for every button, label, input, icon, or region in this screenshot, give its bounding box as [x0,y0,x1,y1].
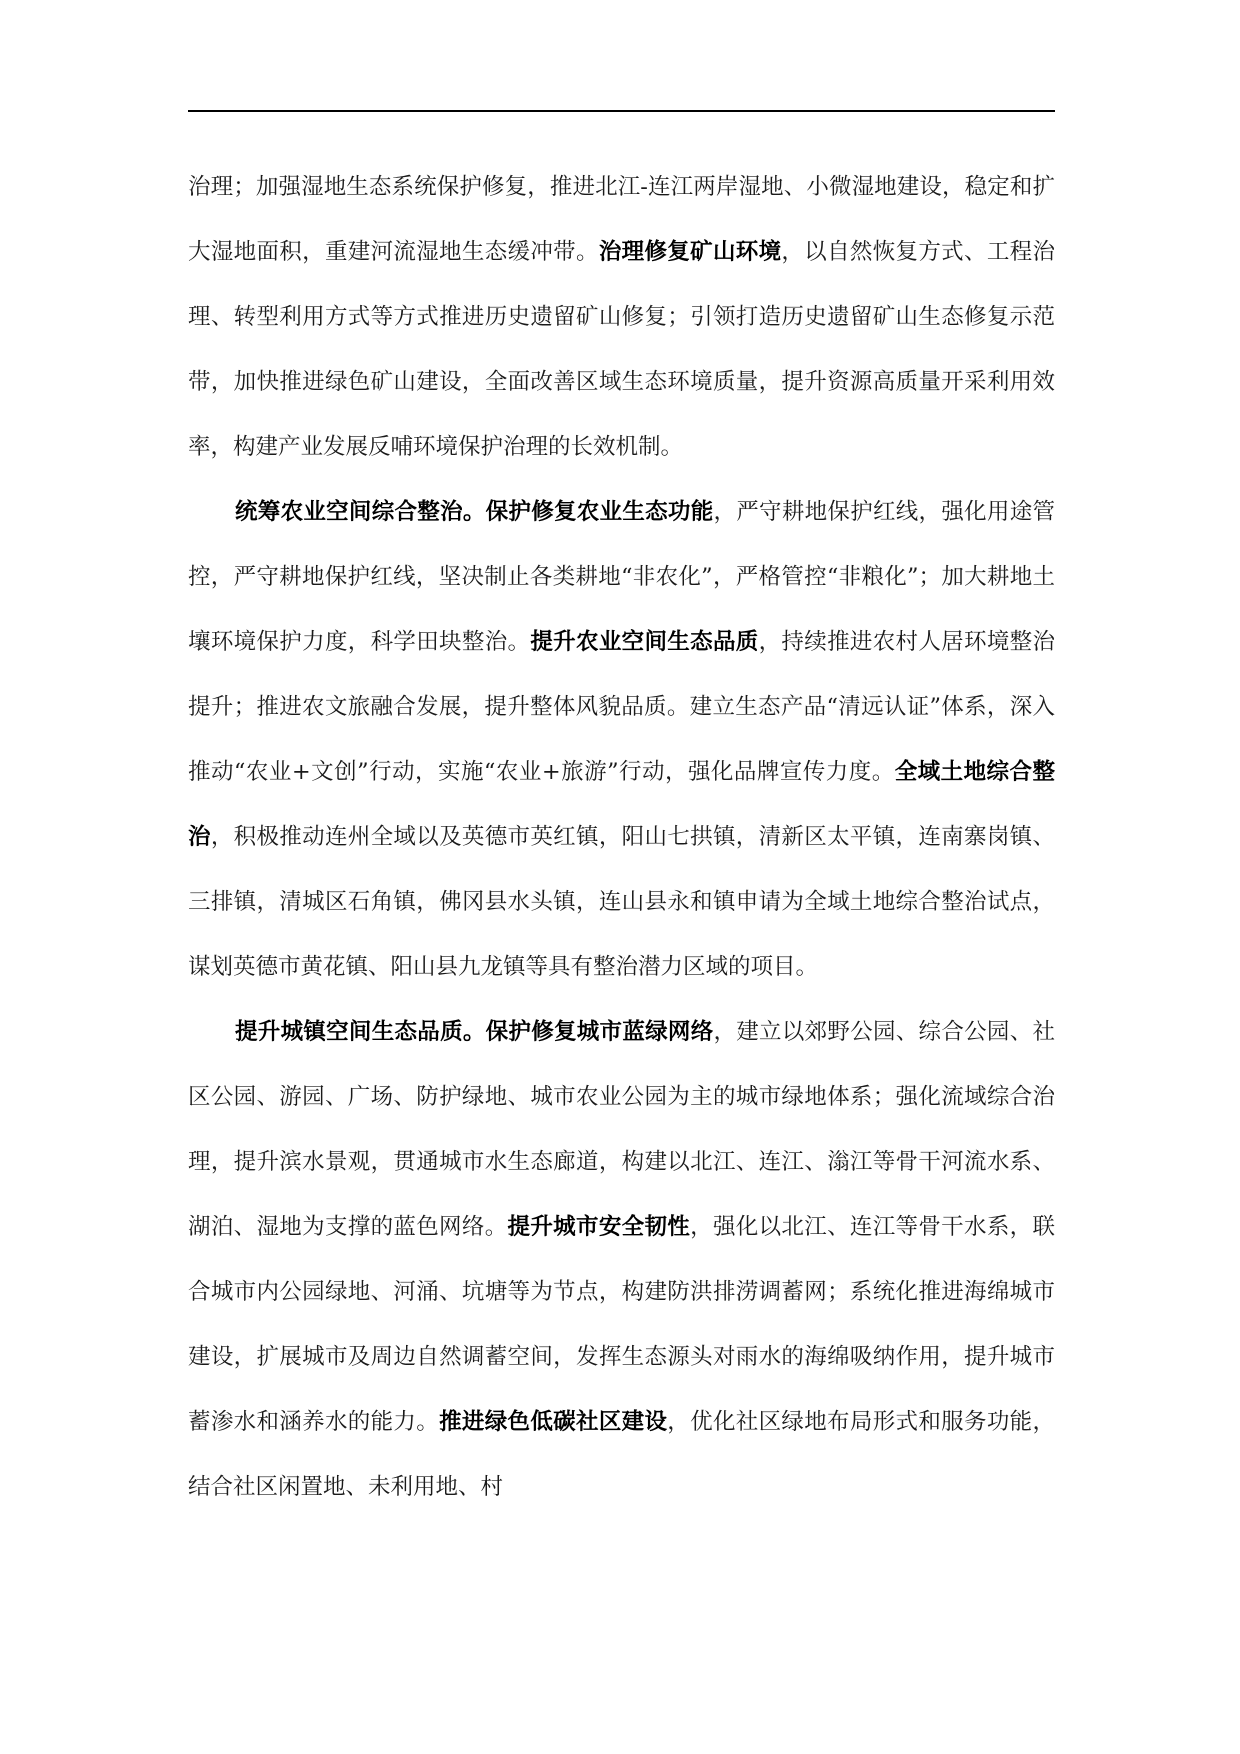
paragraph-1 [188,155,1055,480]
paragraph-2-text-3: ，积极推动连州全域以及英德市英红镇，阳山七拱镇，清新区太平镇，连南寨岗镇、三排镇，清城区石角镇，佛冈县水头镇，连山县永和镇申请为全域土地综合整治试点，谋划英德市黄花镇、阳山县九龙镇等具有整治潜力区域的项目。 [188,824,1055,980]
paragraph-3-text-2: ，强化以北江、连江等骨干水系，联合城市内公园绿地、河涌、坑塘等为节点，构建防洪排涝调蓄网；系统化推进海绵城市建设，扩展城市及周边自然调蓄空间，发挥生态源头对雨水的海绵吸纳作用，提升城市蓄渗水和涵养水的能力。 [188,1214,1055,1435]
header-rule [188,110,1055,112]
paragraph-1-heading-1: 治理修复矿山环境 [598,239,782,265]
paragraph-2-text-1: ，严守耕地保护红线，强化用途管控，严守耕地保护红线，坚决制止各类耕地“非农化”，严格管控“非粮化”；加大耕地土壤环境保护力度，科学田块整治。 [188,499,1055,655]
document-body [188,155,1055,1520]
paragraph-2-heading-1: 统筹农业空间综合整治。保护修复农业生态功能 [235,499,714,525]
paragraph-1-text-2: ，以自然恢复方式、工程治理、转型利用方式等方式推进历史遗留矿山修复；引领打造历史遗留矿山生态修复示范带，加快推进绿色矿山建设，全面改善区域生态环境质量，提升资源高质量开采利用效率，构建产业发展反哺环境保护治理的长效机制。 [188,239,1055,460]
paragraph-3-text-1: ，建立以郊野公园、综合公园、社区公园、游园、广场、防护绿地、城市农业公园为主的城市绿地体系；强化流域综合治理，提升滨水景观，贯通城市水生态廊道，构建以北江、连江、滃江等骨干河流水系、湖泊、湿地为支撑的蓝色网络。 [188,1019,1055,1240]
paragraph-3-heading-3: 推进绿色低碳社区建设 [439,1409,668,1435]
paragraph-3-heading-1: 提升城镇空间生态品质。保护修复城市蓝绿网络 [235,1019,714,1045]
paragraph-3-text-3: ，优化社区绿地布局形式和服务功能，结合社区闲置地、未利用地、村 [188,1409,1055,1500]
paragraph-3 [188,1000,1055,1520]
paragraph-1-text-1: 治理；加强湿地生态系统保护修复，推进北江-连江两岸湿地、小微湿地建设，稳定和扩大湿地面积，重建河流湿地生态缓冲带。 [188,174,1055,265]
paragraph-2-heading-2: 提升农业空间生态品质 [530,629,759,655]
paragraph-3-heading-2: 提升城市安全韧性 [507,1214,691,1240]
paragraph-2-text-2: ，持续推进农村人居环境整治提升；推进农文旅融合发展，提升整体风貌品质。建立生态产品“清远认证”体系，深入推动“农业+文创”行动，实施“农业+旅游”行动，强化品牌宣传力度。 [188,629,1055,785]
paragraph-2-heading-3: 全域土地综合整治 [188,759,1055,850]
paragraph-2 [188,480,1055,1000]
